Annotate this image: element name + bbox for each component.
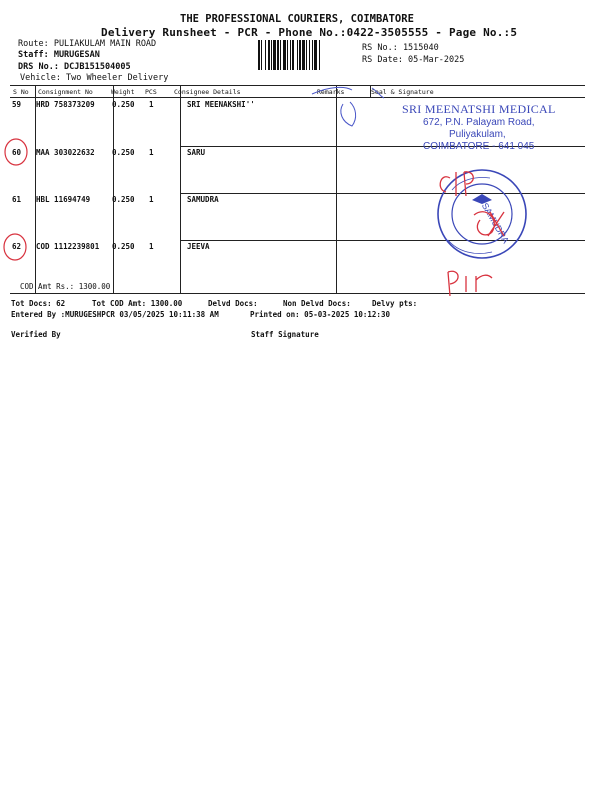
row-sno: 59 — [12, 100, 22, 109]
barcode — [258, 40, 350, 70]
stamp-name: SRI MEENATSHI MEDICAL — [402, 102, 556, 116]
row-sno: 62 — [12, 242, 22, 251]
header-remarks: Remarks — [317, 88, 345, 96]
row-pcs: 1 — [149, 100, 154, 109]
delivery-points: Delvy pts: — [372, 299, 418, 308]
row-weight: 0.250 — [112, 100, 135, 109]
verified-by: Verified By — [11, 330, 61, 339]
svg-text:SAMUDRA: SAMUDRA — [479, 201, 511, 246]
runsheet-title: Delivery Runsheet - PCR - Phone No.:0422-3505555 - Page No.:5 — [101, 26, 518, 39]
route: Route: PULIAKULAM MAIN ROAD — [18, 39, 157, 49]
staff: Staff: MURUGESAN — [18, 50, 100, 60]
row-consignee: SARU — [187, 148, 206, 157]
row-weight: 0.250 — [112, 148, 135, 157]
stamp-address-2: Puliyakulam, — [449, 129, 506, 140]
row-consignment: COD 1112239801 — [36, 242, 100, 251]
row-consignment: HBL 11694749 — [36, 195, 91, 204]
total-cod: Tot COD Amt: 1300.00 — [92, 299, 183, 308]
printed-on: Printed on: 05-03-2025 10:12:30 — [250, 310, 390, 319]
delivered-docs: Delvd Docs: — [208, 299, 258, 308]
header-consignee: Consignee Details — [174, 88, 241, 96]
round-stamp-icon — [438, 170, 526, 258]
company-title: THE PROFESSIONAL COURIERS, COIMBATORE — [180, 13, 414, 25]
row-consignee: SAMUDRA — [187, 195, 219, 204]
rs-number: RS No.: 1515040 — [362, 43, 439, 53]
row-sno: 60 — [12, 148, 22, 157]
header-sno: S No — [13, 88, 29, 96]
row-consignment: HRD 758373209 — [36, 100, 95, 109]
row-consignee: JEEVA — [187, 242, 210, 251]
header-weight: Weight — [111, 88, 135, 96]
row-pcs: 1 — [149, 148, 154, 157]
vehicle: Vehicle: Two Wheeler Delivery — [20, 73, 169, 83]
handwritten-marks — [0, 80, 600, 310]
row-consignee: SRI MEENAKSHI'' — [187, 100, 255, 109]
row-pcs: 1 — [149, 242, 154, 251]
cod-amount: COD Amt Rs.: 1300.00 — [20, 282, 111, 291]
stamp-address-3: COIMBATORE - 641 045 — [423, 141, 535, 152]
non-delivered-docs: Non Delvd Docs: — [283, 299, 351, 308]
rs-date: RS Date: 05-Mar-2025 — [362, 55, 465, 65]
header-seal: Seal & Signature — [371, 88, 434, 96]
entered-by: Entered By :MURUGESHPCR 03/05/2025 10:11:38 AM — [11, 310, 219, 319]
row-pcs: 1 — [149, 195, 154, 204]
header-consignment: Consignment No — [38, 88, 93, 96]
header-pcs: PCS — [145, 88, 157, 96]
row-sno: 61 — [12, 195, 22, 204]
stamp-address-1: 672, P.N. Palayam Road, — [423, 117, 535, 128]
row-weight: 0.250 — [112, 195, 135, 204]
row-consignment: MAA 303022632 — [36, 148, 95, 157]
drs-number: DRS No.: DCJB151504005 — [18, 62, 131, 72]
staff-signature: Staff Signature — [251, 330, 319, 339]
total-docs: Tot Docs: 62 — [11, 299, 66, 308]
row-weight: 0.250 — [112, 242, 135, 251]
